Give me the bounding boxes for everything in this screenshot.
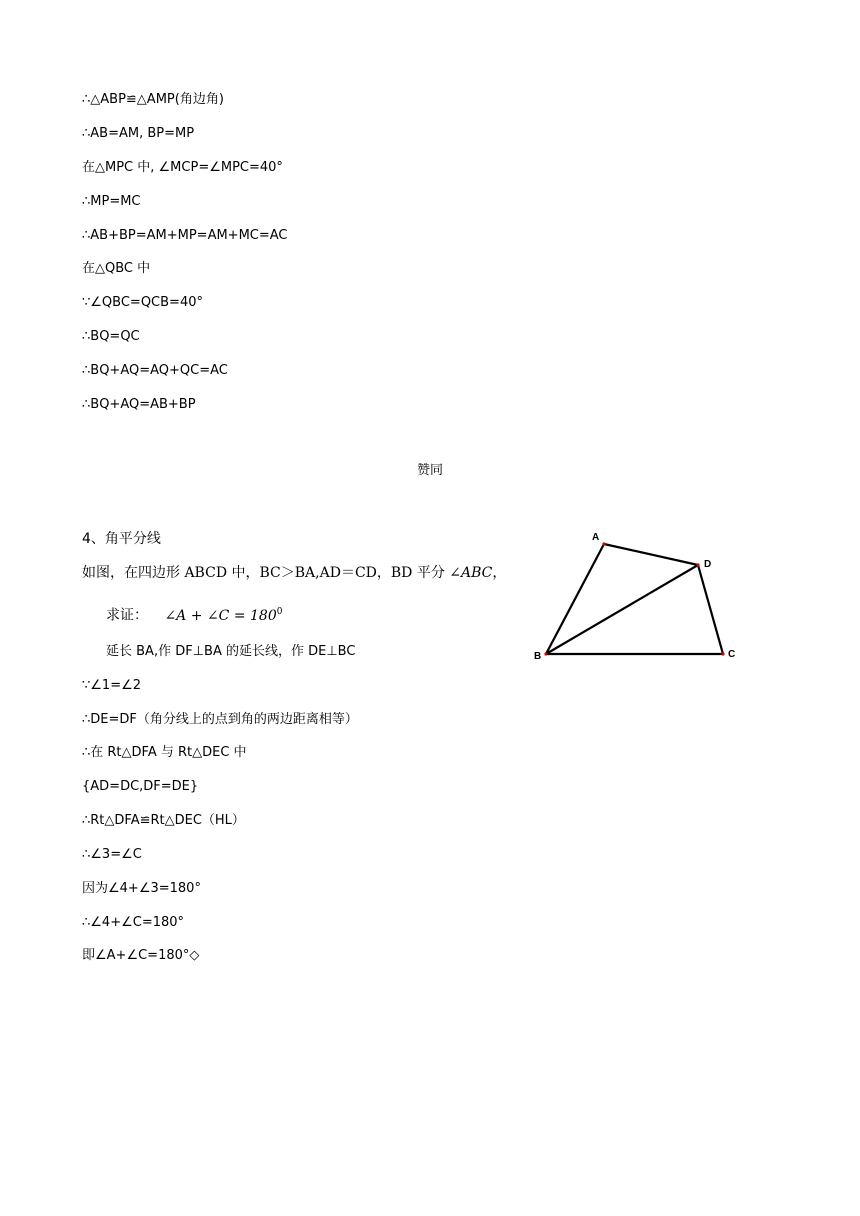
step-line-8: ∴∠4+∠C=180° bbox=[82, 915, 185, 930]
proof-line-8: ∴BQ=QC bbox=[82, 329, 140, 344]
prove-label: 求证： bbox=[106, 607, 148, 624]
problem-statement bbox=[82, 565, 506, 581]
center-word: 赞同 bbox=[416, 463, 443, 478]
construction-line: 延长 BA,作 DF⊥BA 的延长线，作 DE⊥BC bbox=[106, 644, 356, 659]
step-line-6: ∴∠3=∠C bbox=[82, 847, 142, 862]
problem-suffix: ， bbox=[492, 565, 507, 581]
point-c bbox=[721, 652, 724, 655]
proof-line-2: ∴AB=AM, BP=MP bbox=[82, 126, 195, 141]
step-line-5: ∴Rt△DFA≌Rt△DEC（HL） bbox=[82, 813, 245, 828]
label-d: D bbox=[704, 559, 712, 570]
problem-angle: ∠ABC bbox=[449, 565, 493, 581]
quadrilateral-figure bbox=[528, 528, 748, 668]
problem-prefix: 如图，在四边形 ABCD 中，BC＞BA,AD＝CD，BD 平分 bbox=[82, 565, 445, 581]
prove-sup: 0 bbox=[276, 607, 283, 617]
point-b bbox=[544, 652, 547, 655]
prove-statement bbox=[106, 604, 282, 624]
label-b: B bbox=[534, 651, 542, 662]
segment-ad bbox=[604, 544, 698, 565]
step-line-7: 因为∠4+∠3=180° bbox=[82, 881, 201, 896]
figure-lines bbox=[546, 544, 723, 654]
proof-line-9: ∴BQ+AQ=AQ+QC=AC bbox=[82, 363, 228, 378]
proof-line-10: ∴BQ+AQ=AB+BP bbox=[82, 397, 196, 412]
step-line-2: ∴DE=DF（角分线上的点到角的两边距离相等） bbox=[82, 712, 358, 727]
segment-dc bbox=[698, 565, 723, 654]
section-title: 4、角平分线 bbox=[82, 531, 161, 547]
proof-line-5: ∴AB+BP=AM+MP=AM+MC=AC bbox=[82, 228, 288, 243]
prove-formula: ∠A + ∠C = 180 bbox=[164, 607, 277, 624]
proof-line-4: ∴MP=MC bbox=[82, 194, 141, 209]
point-d bbox=[696, 563, 699, 566]
step-line-1: ∵∠1=∠2 bbox=[82, 678, 142, 693]
proof-line-7: ∵∠QBC=QCB=40° bbox=[82, 295, 203, 310]
step-line-3: ∴在 Rt△DFA 与 Rt△DEC 中 bbox=[82, 745, 247, 760]
step-line-4: {AD=DC,DF=DE} bbox=[82, 779, 199, 794]
proof-line-6: 在△QBC 中 bbox=[82, 261, 151, 276]
proof-line-1: ∴△ABP≌△AMP(角边角) bbox=[82, 92, 224, 107]
proof-line-3: 在△MPC 中, ∠MCP=∠MPC=40° bbox=[82, 160, 283, 175]
point-a bbox=[602, 542, 605, 545]
label-c: C bbox=[728, 649, 736, 660]
label-a: A bbox=[592, 532, 600, 543]
step-line-9: 即∠A+∠C=180°◇ bbox=[82, 948, 200, 963]
